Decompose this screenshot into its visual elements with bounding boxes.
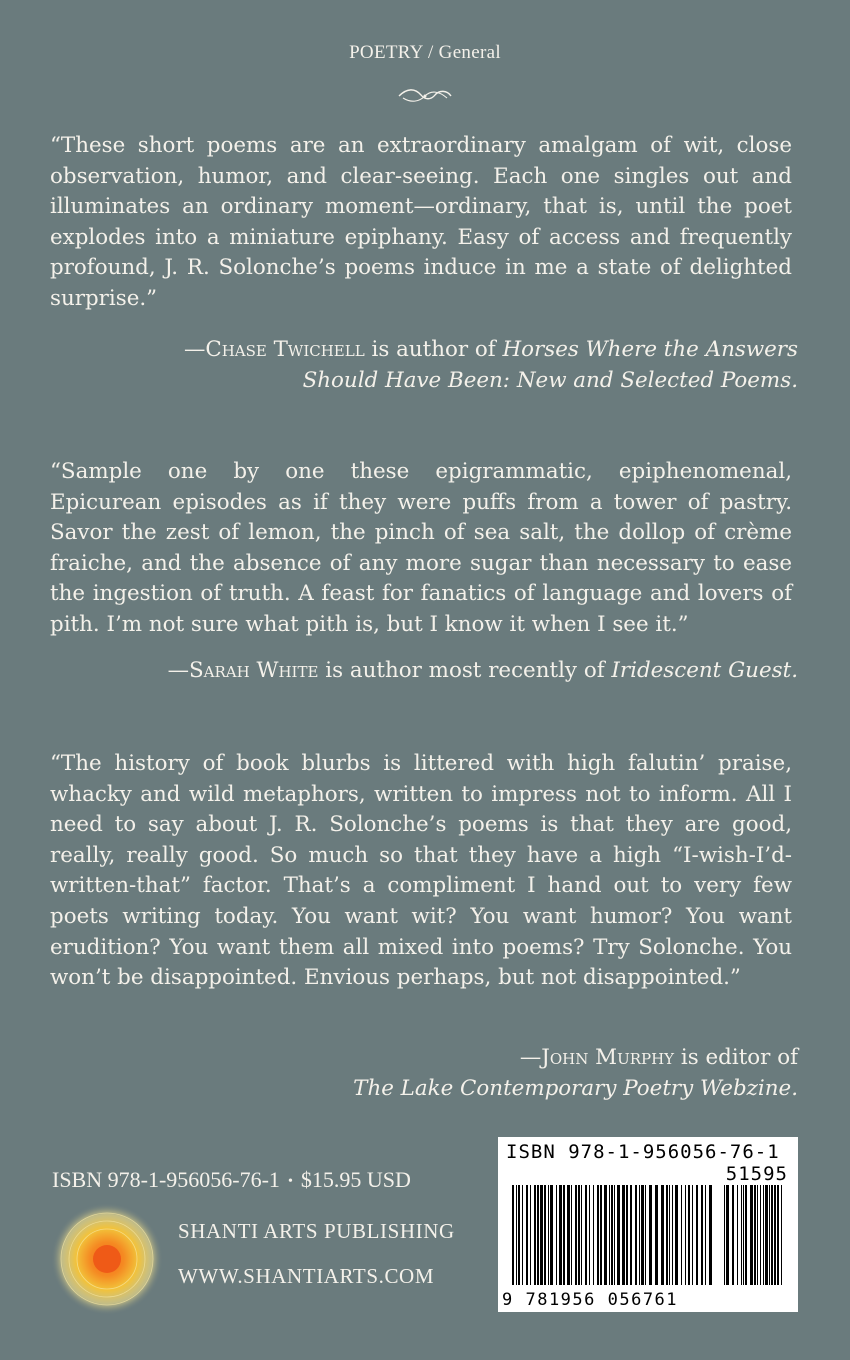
- attribution-end: .: [791, 368, 798, 393]
- attribution-dash: —: [183, 337, 206, 362]
- author-role: is author most recently of: [318, 658, 612, 683]
- barcode-ean-digits: 9 781956 056761: [502, 1290, 679, 1310]
- work-title: Iridescent Guest: [611, 658, 792, 683]
- barcode-bars-icon: [512, 1185, 784, 1289]
- author-role: is editor of: [674, 1045, 798, 1070]
- blurb-attribution-3: [78, 1042, 798, 1104]
- blurb-quote-3: “The history of book blurbs is littered with high falutin’ praise, whacky and wild metaphors, written to impress not to inform. All I need to say about J. R. Solonche’s poems is that they are good, really, really good. So much so that they have a high “I-wish-I’d-written-that” factor. That’s a compliment I hand out to very few poets writing today. You want wit? You want humor? You want erudition? You want them all mixed into poems? Try Solonche. You won’t be disappointed. Envious perhaps, but not disappointed.”: [50, 751, 792, 991]
- work-title-line2: Should Have Been: New and Selected Poems: [302, 368, 792, 393]
- blurb-attribution-1: [78, 334, 798, 396]
- sun-logo-icon: [50, 1202, 164, 1316]
- attribution-dash: —: [519, 1045, 542, 1070]
- barcode-isbn-text: ISBN 978-1-956056-76-1: [506, 1141, 780, 1163]
- work-title-line1: Horses Where the Answers: [502, 337, 798, 362]
- attribution-dash: —: [167, 658, 189, 683]
- category-label: POETRY / General: [349, 42, 501, 63]
- author-role: is author of: [364, 337, 503, 362]
- publisher-url[interactable]: WWW.SHANTIARTS.COM: [178, 1264, 435, 1288]
- attribution-end: .: [791, 658, 798, 683]
- barcode-box: [498, 1137, 798, 1312]
- author-name: John Murphy: [541, 1045, 675, 1070]
- attribution-end: .: [791, 1076, 798, 1101]
- price-text: $15.95 USD: [300, 1167, 411, 1192]
- publisher-name: SHANTI ARTS PUBLISHING: [178, 1219, 455, 1243]
- work-title: The Lake Contemporary Poetry Webzine: [353, 1076, 792, 1101]
- author-name: Chase Twichell: [205, 337, 365, 362]
- blurb-quote-2: “Sample one by one these epigrammatic, epiphenomenal, Epicurean episodes as if they were puffs from a tower of pastry. Savor the zest of lemon, the pinch of sea salt, the dollop of crème fraiche, and the absence of any more sugar than necessary to ease the ingestion of truth. A feast for fanatics of language and lovers of pith. I’m not sure what pith is, but I know it when I see it.”: [50, 459, 792, 637]
- isbn-price-line: [52, 1167, 411, 1193]
- isbn-text: ISBN 978-1-956056-76-1: [52, 1167, 280, 1192]
- flourish-ornament-icon: [397, 84, 453, 106]
- barcode-price-code: 51595: [725, 1163, 788, 1185]
- blurb-attribution-2: [78, 655, 798, 686]
- author-name: Sarah White: [188, 658, 319, 683]
- blurb-quote-1: “These short poems are an extraordinary amalgam of wit, close observation, humor, and clear-seeing. Each one singles out and illuminates an ordinary moment—ordinary, that is, until the poet explodes into a miniature epiphany. Easy of access and frequently profound, J. R. Solonche’s poems induce in me a state of delighted surprise.”: [50, 133, 792, 311]
- separator-bullet: •: [287, 1173, 293, 1189]
